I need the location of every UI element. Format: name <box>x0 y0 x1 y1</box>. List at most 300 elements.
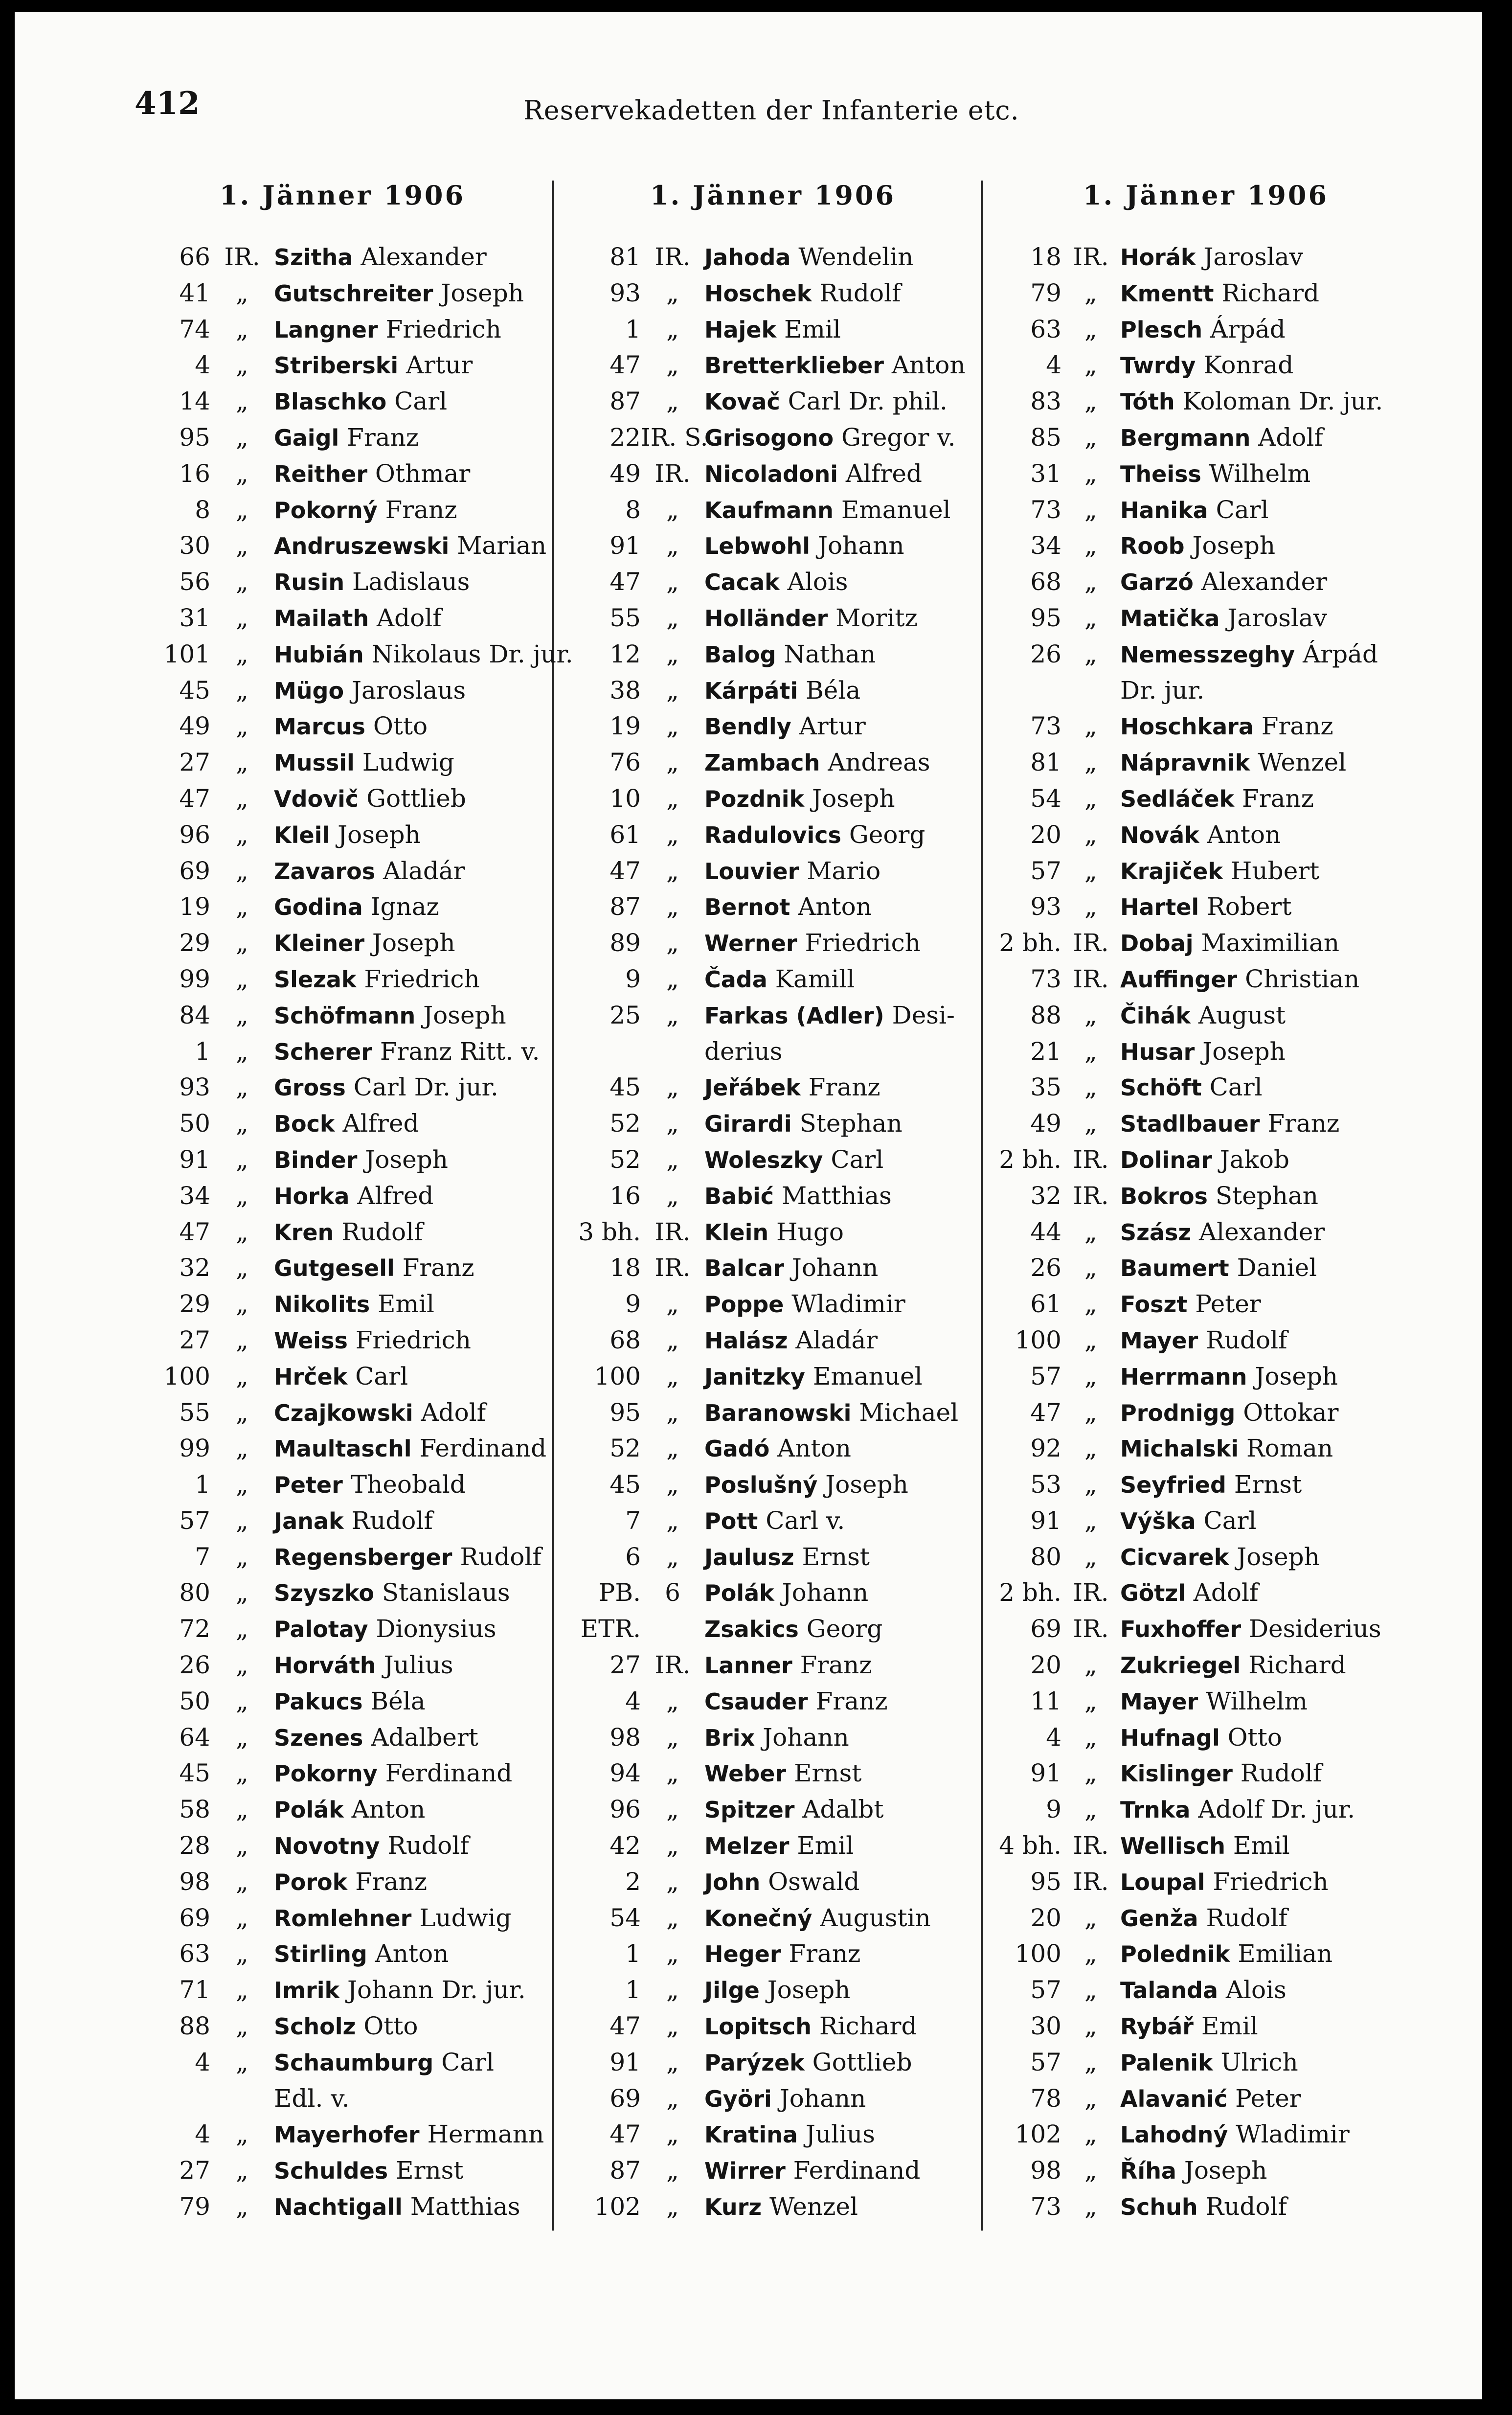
entry-number: 7 <box>195 1542 210 1571</box>
entry-regiment: „ <box>666 2156 679 2185</box>
entry-regiment: „ <box>1084 387 1097 416</box>
entry-regiment: „ <box>236 1651 248 1680</box>
list-item <box>558 1792 988 1828</box>
entry-surname: Striberski <box>274 352 399 379</box>
entry-regiment: „ <box>1084 603 1097 632</box>
entry-given-name: Roman <box>1246 1434 1333 1463</box>
entry-regiment: „ <box>1084 748 1097 777</box>
entry-number: 99 <box>179 1434 210 1463</box>
entry-surname: Jilge <box>704 1977 760 2004</box>
entry-surname: Schöft <box>1120 1074 1202 1101</box>
list-item <box>127 600 558 637</box>
entry-given-name: Carl Dr. jur. <box>353 1073 498 1102</box>
entry-number: 27 <box>179 748 210 777</box>
entry-surname: Hoschek <box>704 280 812 307</box>
entry-number: 47 <box>609 2012 641 2041</box>
list-item <box>986 528 1426 564</box>
entry-surname: Kárpáti <box>704 677 798 704</box>
entry-given-name: Marian <box>457 531 547 560</box>
entry-regiment: „ <box>666 1903 679 1932</box>
entry-surname: Hoschkara <box>1120 713 1254 740</box>
entry-surname: Polednik <box>1120 1941 1230 1968</box>
entry-given-name: Andreas <box>828 748 930 777</box>
entry-given-name: Alexander <box>361 243 487 271</box>
entry-number: 85 <box>1030 423 1061 452</box>
entry-given-name: Alexander <box>1201 568 1328 596</box>
entry-number: 69 <box>179 856 210 885</box>
entry-given-name: Johann <box>779 2084 866 2113</box>
entry-number: 102 <box>594 2192 641 2221</box>
entry-surname: Cicvarek <box>1120 1544 1229 1571</box>
list-item <box>558 1720 988 1756</box>
entry-given-name: Jaroslaus <box>351 676 466 705</box>
list-item <box>127 1431 558 1467</box>
entry-number: 80 <box>179 1578 210 1607</box>
entry-regiment: „ <box>666 387 679 416</box>
entry-regiment: „ <box>1084 459 1097 488</box>
entry-number: 31 <box>1030 459 1061 488</box>
entry-given-name: Jaroslav <box>1227 603 1327 632</box>
list-item <box>558 456 988 492</box>
entry-number: 7 <box>625 1506 641 1535</box>
entry-regiment: „ <box>666 784 679 813</box>
entry-given-name: Árpád <box>1210 315 1286 343</box>
entry-given-name: Gottlieb <box>812 2048 912 2076</box>
entry-given-name: Artur <box>406 351 473 380</box>
entry-regiment: „ <box>1084 1903 1097 1932</box>
entry-surname: Mussil <box>274 750 355 776</box>
list-item <box>986 781 1426 817</box>
entry-given-name: Michael <box>859 1398 959 1427</box>
list-item <box>986 817 1426 853</box>
list-item <box>986 347 1426 384</box>
list-item <box>986 492 1426 528</box>
entry-number: 49 <box>609 459 641 488</box>
entry-given-name: Adalbt <box>802 1795 884 1824</box>
entry-given-name: Rudolf <box>341 1217 423 1246</box>
entry-surname: Götzl <box>1120 1580 1186 1607</box>
entry-regiment: „ <box>236 1362 248 1390</box>
entry-surname: Szász <box>1120 1219 1192 1246</box>
entry-given-name: Dionysius <box>376 1615 496 1643</box>
entry-regiment: „ <box>1084 2048 1097 2076</box>
entry-regiment: „ <box>1084 2012 1097 2041</box>
entry-surname: Werner <box>704 930 797 957</box>
list-item <box>986 925 1426 961</box>
entry-surname: Bendly <box>704 713 791 740</box>
entry-given-name: Ottokar <box>1243 1398 1339 1427</box>
entry-regiment: „ <box>236 459 248 488</box>
entry-given-name: Emilian <box>1238 1939 1333 1968</box>
entry-number: 4 <box>1046 351 1061 380</box>
entry-number: 21 <box>1030 1037 1061 1066</box>
entry-number: 32 <box>179 1253 210 1282</box>
entry-surname: Palotay <box>274 1616 368 1643</box>
entry-given-name: Adolf Dr. jur. <box>1198 1795 1355 1824</box>
entry-regiment: „ <box>236 1723 248 1752</box>
entry-surname: Lahodný <box>1120 2121 1228 2148</box>
entry-surname: Mayer <box>1120 1688 1198 1715</box>
entry-number: 54 <box>1030 784 1061 813</box>
list-item <box>558 961 988 998</box>
entry-regiment: IR. <box>1073 1615 1109 1643</box>
entry-number: 69 <box>179 1903 210 1932</box>
entry-given-name: Augustin <box>820 1903 931 1932</box>
entry-surname: Zavaros <box>274 858 376 885</box>
list-item <box>986 600 1426 637</box>
entry-surname: Hrček <box>274 1363 348 1390</box>
list-item <box>558 853 988 889</box>
entry-number: 93 <box>1030 892 1061 921</box>
entry-given-name: Franz <box>385 495 457 524</box>
entry-given-name: Wladimir <box>791 1290 905 1319</box>
entry-given-name: Richard <box>1221 278 1319 307</box>
entry-number: 95 <box>1030 1867 1061 1896</box>
entry-number: 32 <box>1030 1181 1061 1210</box>
list-item <box>558 420 988 456</box>
list-item <box>127 2081 558 2117</box>
entry-regiment: „ <box>666 603 679 632</box>
entry-number: 30 <box>1030 2012 1061 2041</box>
entry-surname: Halász <box>704 1327 788 1354</box>
entry-number: 50 <box>179 1109 210 1138</box>
entry-number: 99 <box>179 964 210 993</box>
entry-surname: Gutgesell <box>274 1255 395 1282</box>
entry-given-name: Adolf <box>1258 423 1323 452</box>
list-item <box>986 1214 1426 1251</box>
entry-regiment: „ <box>1084 639 1097 668</box>
entry-regiment: „ <box>666 1939 679 1968</box>
entry-given-name: Joseph <box>1237 1542 1320 1571</box>
entry-surname: Andruszewski <box>274 533 450 560</box>
entry-regiment: „ <box>666 2084 679 2113</box>
entry-number: 27 <box>179 2156 210 2185</box>
entry-number: 57 <box>179 1506 210 1535</box>
entry-given-name: Carl <box>1216 495 1269 524</box>
entry-regiment: „ <box>666 1867 679 1896</box>
entry-number: 45 <box>179 676 210 705</box>
entry-number: 96 <box>609 1795 641 1824</box>
entry-given-name: Friedrich <box>1213 1867 1329 1896</box>
list-item <box>127 1647 558 1684</box>
entry-given-name: Christian <box>1245 964 1360 993</box>
entry-regiment: „ <box>1084 2192 1097 2221</box>
list-item <box>127 564 558 600</box>
entry-regiment: „ <box>1084 1362 1097 1390</box>
list-item <box>986 239 1426 275</box>
entry-regiment: „ <box>236 1325 248 1354</box>
list-item <box>986 1178 1426 1214</box>
entry-surname: Romlehner <box>274 1905 412 1932</box>
entry-regiment: „ <box>236 1145 248 1174</box>
entry-surname: Schaumburg <box>274 2049 434 2076</box>
entry-regiment: „ <box>666 1398 679 1427</box>
list-item <box>558 564 988 600</box>
entry-regiment: „ <box>666 639 679 668</box>
entry-regiment: „ <box>1084 2084 1097 2113</box>
list-item <box>558 1828 988 1864</box>
entry-given-name: Franz <box>1267 1109 1340 1138</box>
entry-number: 91 <box>1030 1506 1061 1535</box>
entry-surname: Stadlbauer <box>1120 1111 1260 1138</box>
entry-number: 52 <box>609 1145 641 1174</box>
entry-given-name: Peter <box>1195 1290 1261 1319</box>
entry-number: 4 bh. <box>999 1831 1061 1860</box>
list-item <box>127 1034 558 1070</box>
list-item <box>127 1106 558 1142</box>
entry-number: 20 <box>1030 1651 1061 1680</box>
list-item <box>558 1467 988 1503</box>
entry-surname: Pokorný <box>274 497 378 524</box>
entry-surname: Novotny <box>274 1833 380 1860</box>
entry-surname: Seyfried <box>1120 1472 1226 1499</box>
entry-surname: Bretterklieber <box>704 352 884 379</box>
entry-number: 100 <box>1015 1939 1061 1968</box>
entry-regiment: „ <box>236 1434 248 1463</box>
entry-number: 95 <box>1030 603 1061 632</box>
entry-number: 68 <box>1030 568 1061 596</box>
list-item <box>986 1575 1426 1611</box>
entry-regiment: „ <box>236 748 248 777</box>
entry-number: 73 <box>1030 712 1061 741</box>
list-item <box>986 889 1426 925</box>
entry-surname: Kmentt <box>1120 280 1214 307</box>
entry-surname: Wirrer <box>704 2158 786 2185</box>
entry-regiment: „ <box>236 495 248 524</box>
entry-number: 69 <box>1030 1615 1061 1643</box>
list-item <box>986 1864 1426 1900</box>
entry-regiment: „ <box>236 1939 248 1968</box>
entry-number: 95 <box>179 423 210 452</box>
entry-surname: Výška <box>1120 1507 1196 1534</box>
entry-surname: Tóth <box>1120 388 1175 415</box>
entry-given-name: Rudolf <box>351 1506 433 1535</box>
entry-regiment: „ <box>1084 568 1097 596</box>
entry-surname: Roob <box>1120 533 1185 560</box>
entry-surname: Nikolits <box>274 1291 370 1318</box>
entry-surname: Rybář <box>1120 2013 1194 2040</box>
entry-surname: Slezak <box>274 966 357 993</box>
entry-number: 4 <box>195 2048 210 2076</box>
entry-given-name: Stanislaus <box>382 1578 510 1607</box>
entry-number: 26 <box>179 1651 210 1680</box>
entry-surname: Rusin <box>274 569 345 596</box>
entry-regiment: „ <box>1084 1253 1097 1282</box>
list-item <box>986 1106 1426 1142</box>
entry-number: 28 <box>179 1831 210 1860</box>
list-item <box>558 239 988 275</box>
entry-surname: Čada <box>704 966 767 993</box>
entry-number: 14 <box>179 387 210 416</box>
entry-number: 4 <box>195 2120 210 2149</box>
entry-given-name: Anton <box>891 351 966 380</box>
list-item <box>127 2117 558 2153</box>
entry-given-name: Ernst <box>396 2156 464 2185</box>
entry-regiment: „ <box>1084 1686 1097 1715</box>
entry-regiment: IR. <box>654 1253 691 1282</box>
column-heading: 1. Jänner 1906 <box>1083 180 1329 211</box>
entry-given-name: Franz <box>1242 784 1314 813</box>
entry-number: 45 <box>609 1073 641 1102</box>
entry-number: 87 <box>609 892 641 921</box>
list-item <box>986 2153 1426 2189</box>
entry-regiment: „ <box>666 1976 679 2005</box>
entry-regiment: IR. <box>1073 964 1109 993</box>
list-item <box>558 1647 988 1684</box>
entry-regiment: „ <box>666 1759 679 1788</box>
entry-regiment: „ <box>1084 315 1097 343</box>
entry-number: 29 <box>179 929 210 957</box>
entry-surname: Schöfmann <box>274 1002 416 1029</box>
entry-surname: Dolinar <box>1120 1146 1212 1173</box>
entry-regiment: IR. <box>654 1651 691 1680</box>
entry-number: 52 <box>609 1109 641 1138</box>
entry-surname: Woleszky <box>704 1146 823 1173</box>
list-item <box>558 1575 988 1611</box>
entry-given-name: Georg <box>849 820 925 849</box>
entry-regiment: „ <box>236 1506 248 1535</box>
entry-number: 102 <box>1015 2120 1061 2149</box>
entry-surname: Bergmann <box>1120 424 1251 451</box>
entry-given-name: Anton <box>777 1434 851 1463</box>
entry-surname: Kovač <box>704 388 780 415</box>
entry-given-name: Joseph <box>423 1001 506 1029</box>
entry-regiment: „ <box>236 856 248 885</box>
entry-given-name: Alfred <box>845 459 923 488</box>
entry-given-name: Ferdinand <box>419 1434 547 1463</box>
entry-given-name: Stephan <box>1215 1181 1318 1210</box>
entry-regiment: „ <box>666 820 679 849</box>
list-item <box>558 1178 988 1214</box>
entry-number: 55 <box>179 1398 210 1427</box>
entry-given-name: Franz <box>789 1939 861 1968</box>
entry-number: 95 <box>609 1398 641 1427</box>
list-item <box>986 564 1426 600</box>
entry-number: 42 <box>609 1831 641 1860</box>
entry-regiment: „ <box>666 964 679 993</box>
entry-regiment: „ <box>1084 892 1097 921</box>
entry-surname: Balog <box>704 641 776 668</box>
entry-regiment: IR. <box>1073 1578 1109 1607</box>
entry-surname: Bernot <box>704 894 790 921</box>
entry-given-name: Anton <box>351 1795 426 1824</box>
entry-regiment: „ <box>666 1723 679 1752</box>
entry-given-name: Rudolf <box>1206 1903 1287 1932</box>
entry-surname: Gadó <box>704 1435 770 1462</box>
entry-surname: Porok <box>274 1868 348 1895</box>
entry-surname: Krajiček <box>1120 858 1223 885</box>
list-item <box>127 420 558 456</box>
entry-number: 31 <box>179 603 210 632</box>
entry-regiment: „ <box>666 1001 679 1029</box>
entry-surname: Twrdy <box>1120 352 1196 379</box>
entry-regiment: „ <box>236 676 248 705</box>
entry-surname: Blaschko <box>274 388 387 415</box>
list-item <box>127 239 558 275</box>
entry-surname: Matička <box>1120 605 1220 632</box>
entry-number: 93 <box>609 278 641 307</box>
entry-given-name: Ferdinand <box>793 2156 921 2185</box>
entry-number: 38 <box>609 676 641 705</box>
entry-given-name: Julius <box>384 1651 453 1680</box>
entry-regiment: „ <box>236 892 248 921</box>
entry-surname: Lanner <box>704 1652 792 1679</box>
entry-surname: Baranowski <box>704 1399 852 1426</box>
entry-regiment: „ <box>236 387 248 416</box>
list-item <box>127 456 558 492</box>
entry-surname: Stirling <box>274 1941 367 1968</box>
entry-number: 71 <box>179 1976 210 2005</box>
entry-regiment: „ <box>236 278 248 307</box>
list-item <box>986 853 1426 889</box>
entry-regiment: „ <box>236 2048 248 2076</box>
entry-number: 88 <box>179 2012 210 2041</box>
entry-given-name: Joseph <box>365 1145 448 1174</box>
entry-surname: Cacak <box>704 569 780 596</box>
entry-regiment: „ <box>236 1037 248 1066</box>
entry-number: 96 <box>179 820 210 849</box>
entry-surname: Hajek <box>704 316 777 343</box>
entry-number: 26 <box>1030 1253 1061 1282</box>
list-item <box>127 2045 558 2081</box>
entry-regiment: „ <box>666 315 679 343</box>
list-item <box>986 384 1426 420</box>
entry-given-name: Anton <box>1207 820 1281 849</box>
entry-regiment: IR. <box>1073 243 1109 271</box>
list-item <box>127 1575 558 1611</box>
list-item <box>558 817 988 853</box>
entry-given-name: Carl v. <box>766 1506 845 1535</box>
entry-regiment: „ <box>666 278 679 307</box>
entry-number: 2 bh. <box>999 1578 1061 1607</box>
entry-number: 76 <box>609 748 641 777</box>
list-item <box>558 1611 988 1647</box>
entry-number: 79 <box>1030 278 1061 307</box>
entry-regiment: „ <box>666 1542 679 1571</box>
entry-surname: Pakucs <box>274 1688 363 1715</box>
entry-given-name: Franz <box>355 1867 428 1896</box>
entry-given-name: Rudolf <box>1205 2192 1287 2221</box>
list-item <box>558 1034 988 1070</box>
entry-regiment: „ <box>236 929 248 957</box>
list-item <box>558 1322 988 1359</box>
entry-given-name: Rudolf <box>460 1542 542 1571</box>
entry-surname: Nicoladoni <box>704 460 838 487</box>
list-item <box>558 1755 988 1792</box>
entry-regiment: „ <box>666 1506 679 1535</box>
entry-regiment: „ <box>236 2192 248 2221</box>
entry-number: 10 <box>609 784 641 813</box>
entry-regiment: „ <box>1084 1795 1097 1824</box>
list-item <box>986 2117 1426 2153</box>
entry-regiment: „ <box>236 1795 248 1824</box>
entry-number: 2 bh. <box>999 1145 1061 1174</box>
list-item <box>558 1070 988 1106</box>
list-item <box>127 1503 558 1539</box>
entry-number: 34 <box>1030 531 1061 560</box>
entry-number: 81 <box>609 243 641 271</box>
entry-number: 94 <box>609 1759 641 1788</box>
entry-number: 47 <box>179 1217 210 1246</box>
list-item <box>127 673 558 709</box>
entry-surname: Hanika <box>1120 497 1208 524</box>
list-item <box>986 1431 1426 1467</box>
entry-surname: John <box>704 1868 761 1895</box>
entry-number: 6 <box>625 1542 641 1571</box>
list-item <box>558 2189 988 2225</box>
entry-given-name: Stephan <box>799 1109 903 1138</box>
entry-number: 25 <box>609 1001 641 1029</box>
